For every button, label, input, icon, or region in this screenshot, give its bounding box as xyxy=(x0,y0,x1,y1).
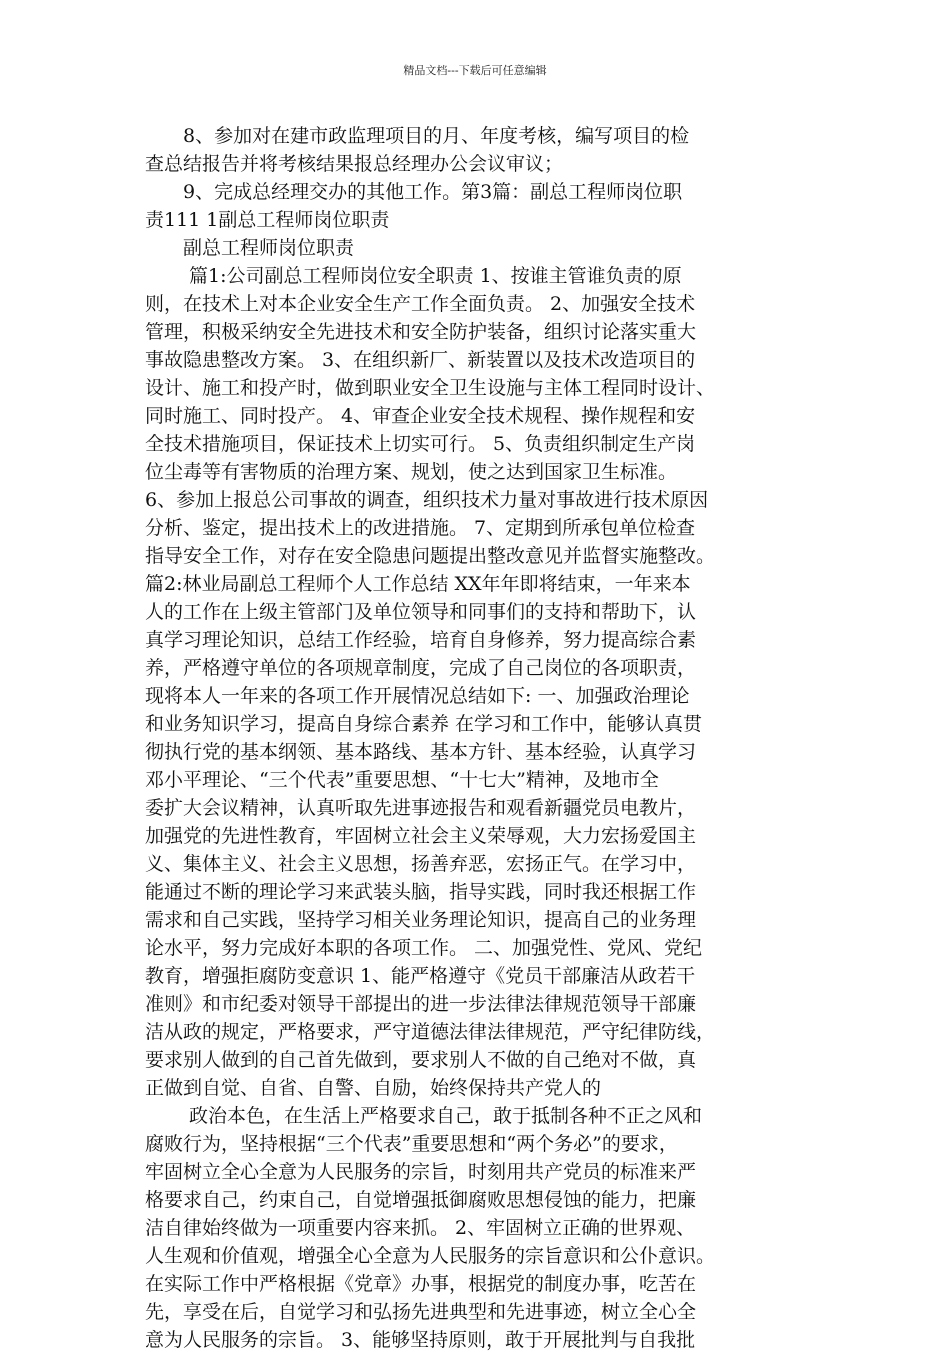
text-line: 论水平，努力完成好本职的各项工作。 二、加强党性、党风、党纪 xyxy=(145,937,703,959)
text-line: 意为人民服务的宗旨。 3、能够坚持原则，敢于开展批判与自我批 xyxy=(145,1329,696,1351)
text-line: 教育，增强拒腐防变意识 1、能严格遵守《党员干部廉洁从政若干 xyxy=(145,965,696,987)
page-header: 精品文档---下载后可任意编辑 xyxy=(403,64,547,77)
text-line: 管理，积极采纳安全先进技术和安全防护装备，组织讨论落实重大 xyxy=(145,321,697,343)
text-line: 正做到自觉、自省、自警、自励，始终保持共产党人的 xyxy=(145,1077,602,1099)
document-body xyxy=(145,122,815,1354)
text-line: 责111 1副总工程师岗位职责 xyxy=(145,209,390,231)
text-line: 8、参加对在建市政监理项目的月、年度考核，编写项目的检 xyxy=(145,125,690,147)
text-line: 真学习理论知识，总结工作经验，培育自身修养，努力提高综合素 xyxy=(145,629,697,651)
text-line: 政治本色，在生活上严格要求自己，敢于抵制各种不正之风和 xyxy=(145,1105,703,1127)
text-line: 洁自律始终做为一项重要内容来抓。 2、牢固树立正确的世界观、 xyxy=(145,1217,696,1239)
text-line: 需求和自己实践，坚持学习相关业务理论知识，提高自己的业务理 xyxy=(145,909,697,931)
text-line: 要求别人做到的自己首先做到，要求别人不做的自己绝对不做，真 xyxy=(145,1049,697,1071)
text-line: 6、参加上报总公司事故的调查，组织技术力量对事故进行技术原因 xyxy=(145,489,709,511)
text-line: 人生观和价值观，增强全心全意为人民服务的宗旨意识和公仆意识。 xyxy=(145,1245,716,1267)
text-line: 准则》和市纪委对领导干部提出的进一步法律法律规范领导干部廉 xyxy=(145,993,697,1015)
text-line: 能通过不断的理论学习来武装头脑，指导实践，同时我还根据工作 xyxy=(145,881,697,903)
text-line: 全技术措施项目，保证技术上切实可行。 5、负责组织制定生产岗 xyxy=(145,433,696,455)
text-line: 腐败行为，坚持根据“三个代表”重要思想和“两个务必”的要求， xyxy=(145,1133,678,1155)
text-line: 设计、施工和投产时，做到职业安全卫生设施与主体工程同时设计、 xyxy=(145,377,716,399)
text-line: 9、完成总经理交办的其他工作。第3篇：副总工程师岗位职 xyxy=(145,181,683,203)
text-line: 牢固树立全心全意为人民服务的宗旨，时刻用共产党员的标准来严 xyxy=(145,1161,697,1183)
text-line: 副总工程师岗位职责 xyxy=(145,237,355,259)
text-line: 在实际工作中严格根据《党章》办事，根据党的制度办事，吃苦在 xyxy=(145,1273,697,1295)
text-line: 事故隐患整改方案。 3、在组织新厂、新装置以及技术改造项目的 xyxy=(145,349,696,371)
text-line: 养，严格遵守单位的各项规章制度，完成了自己岗位的各项职责， xyxy=(145,657,697,679)
text-line: 彻执行党的基本纲领、基本路线、基本方针、基本经验，认真学习 xyxy=(145,741,697,763)
text-line: 格要求自己，约束自己，自觉增强抵御腐败思想侵蚀的能力，把廉 xyxy=(145,1189,697,1211)
text-line: 人的工作在上级主管部门及单位领导和同事们的支持和帮助下，认 xyxy=(145,601,697,623)
text-line: 分析、鉴定，提出技术上的改进措施。 7、定期到所承包单位检查 xyxy=(145,517,696,539)
text-line: 加强党的先进性教育，牢固树立社会主义荣辱观，大力宏扬爱国主 xyxy=(145,825,697,847)
text-line: 洁从政的规定，严格要求，严守道德法律法律规范，严守纪律防线， xyxy=(145,1021,716,1043)
text-line: 篇2:林业局副总工程师个人工作总结 XX年年即将结束，一年来本 xyxy=(145,573,691,595)
text-line: 查总结报告并将考核结果报总经理办公会议审议； xyxy=(145,153,564,175)
text-line: 则，在技术上对本企业安全生产工作全面负责。 2、加强安全技术 xyxy=(145,293,696,315)
text-line: 现将本人一年来的各项工作开展情况总结如下: 一、加强政治理论 xyxy=(145,685,690,707)
text-line: 邓小平理论、“三个代表”重要思想、“十七大”精神，及地市全 xyxy=(145,769,659,791)
text-line: 先，享受在后，自觉学习和弘扬先进典型和先进事迹，树立全心全 xyxy=(145,1301,697,1323)
text-line: 位尘毒等有害物质的治理方案、规划，使之达到国家卫生标准。 xyxy=(145,461,678,483)
text-line: 和业务知识学习，提高自身综合素养 在学习和工作中，能够认真贯 xyxy=(145,713,703,735)
text-line: 篇1:公司副总工程师岗位安全职责 1、按谁主管谁负责的原 xyxy=(145,265,682,287)
text-line: 指导安全工作，对存在安全隐患问题提出整改意见并监督实施整改。 xyxy=(145,545,716,567)
text-line: 同时施工、同时投产。 4、审查企业安全技术规程、操作规程和安 xyxy=(145,405,696,427)
text-line: 委扩大会议精神，认真听取先进事迹报告和观看新疆党员电教片， xyxy=(145,797,697,819)
text-line: 义、集体主义、社会主义思想，扬善弃恶，宏扬正气。在学习中， xyxy=(145,853,697,875)
